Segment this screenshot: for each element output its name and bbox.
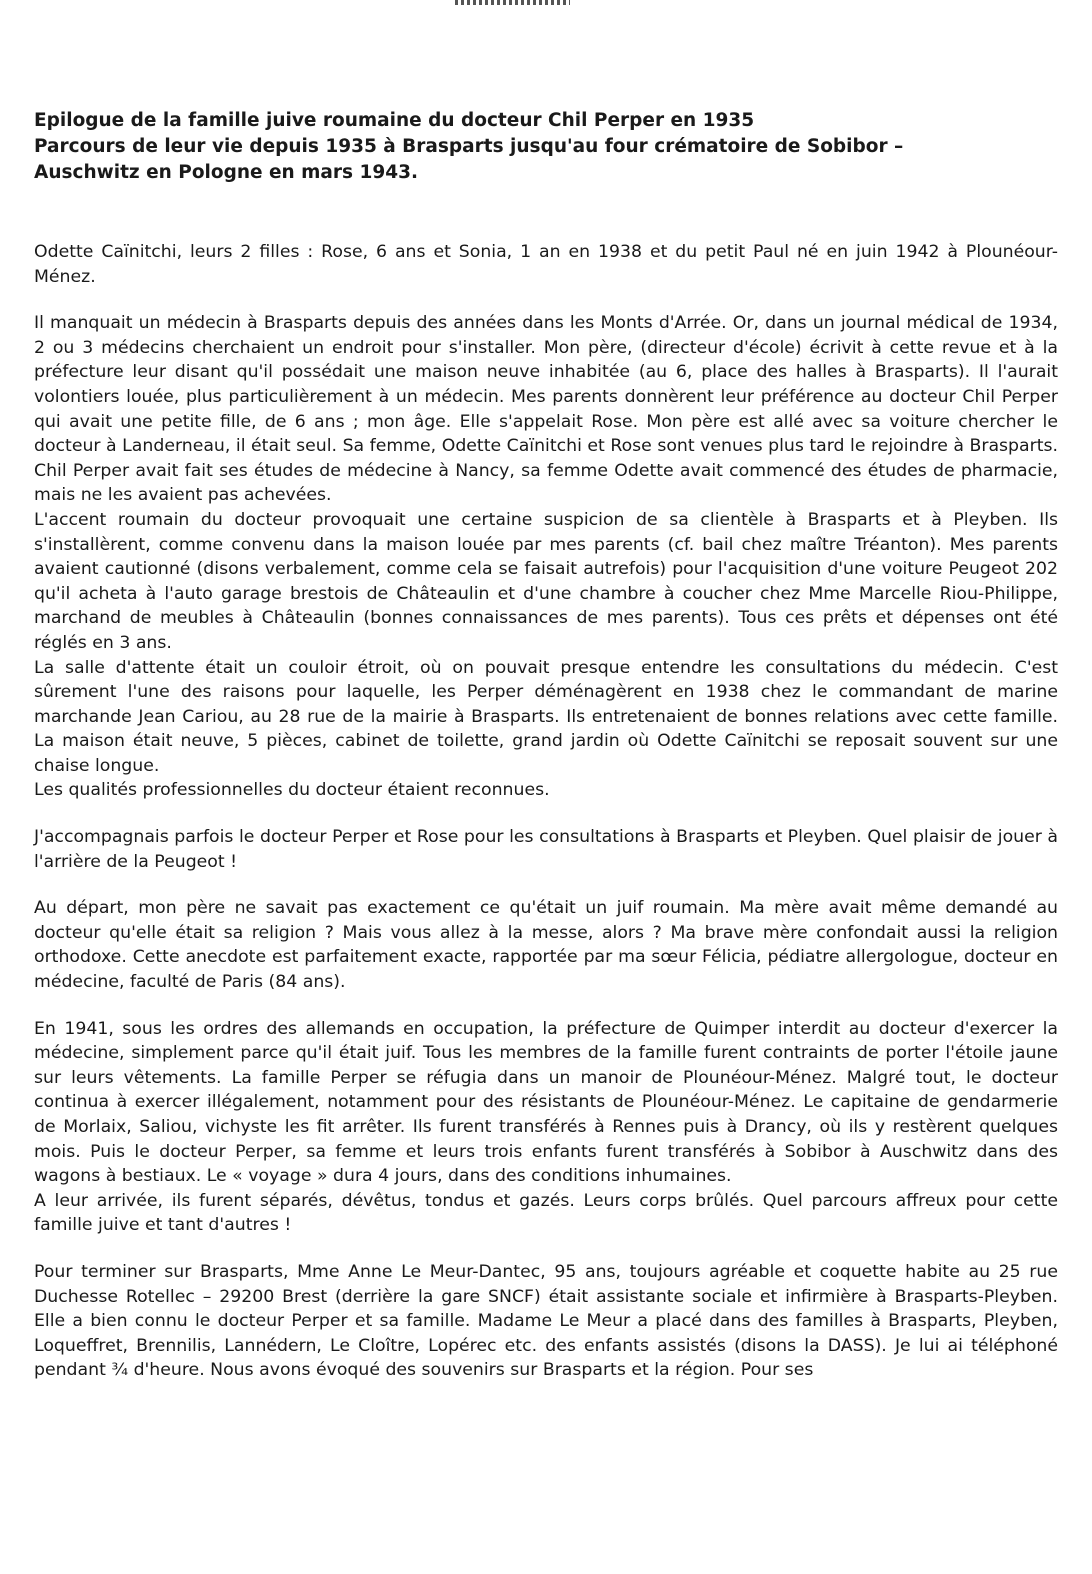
paragraph-consultations: J'accompagnais parfois le docteur Perper et Rose pour les consultations à Brasparts et Pleyben. Quel plaisir de jouer à l'arrière de la Peugeot ! [34,827,1058,872]
paragraph-accent: L'accent roumain du docteur provoquait une certaine suspicion de sa clientèle à Brasparts et à Pleyben. Ils s'installèrent, comme convenu dans la maison louée par mes parents (cf. bail chez maître Tréanton). Mes parents avaient cautionné (disons verbalement, comme cela se faisait autrefois) pour l'acquisition d'une voiture Peugeot 202 qu'il acheta à l'auto garage brestois de Châteaulin et d'une chambre à coucher chez Mme Marcelle Riou-Philippe, marchand de meubles à Châteaulin (bonnes connaissances de mes parents). Tous ces prêts et dépenses ont été réglés en 3 ans. [34,509,1058,653]
paragraph-qualities: Les qualités professionnelles du docteur étaient reconnues. [34,780,550,801]
paragraph-arrival-camp: A leur arrivée, ils furent séparés, dévêtus, tondus et gazés. Leurs corps brûlés. Quel parcours affreux pour cette famille juive et tant d'autres ! [34,1190,1058,1236]
paragraph-arrival: Il manquait un médecin à Brasparts depuis des années dans les Monts d'Arrée. Or, dans un journal médical de 1934, 2 ou 3 médecins cherchaient un endroit pour s'installer. Mon père, (directeur d'école) écrivit à cette revue et à la préfecture leur disant qu'il possédait une maison neuve inhabitée (au 6, place des halles à Brasparts). Il l'aurait volontiers louée, plus particulièrement à un médecin. Mes parents donnèrent leur préférence au docteur Chil Perper qui avait une petite fille, de 6 ans ; mon âge. Elle s'appelait Rose. Mon père est allé avec sa voiture chercher le docteur à Landerneau, il était seul. Sa femme, Odette Caïnitchi et Rose sont venues plus tard le rejoindre à Brasparts. Chil Perper avait fait ses études de médecine à Nancy, sa femme Odette avait commencé des études de pharmacie, mais ne les avaient pas achevées. [34,313,1058,506]
title-line-1: Epilogue de la famille juive roumaine du docteur Chil Perper en 1935 [34,110,755,131]
title-line-3: Auschwitz en Pologne en mars 1943. [34,162,419,183]
paragraph-religion: Au départ, mon père ne savait pas exactement ce qu'était un juif roumain. Ma mère avait même demandé au docteur qu'elle était sa religion ? Mais vous allez à la messe, alors ? Ma brave mère confondait aussi la religion orthodoxe. Cette anecdote est parfaitement exacte, rapportée par ma sœur Félicia, pédiatre allergologue, docteur en médecine, faculté de Paris (84 ans). [34,898,1058,993]
title-line-2: Parcours de leur vie depuis 1935 à Brasparts jusqu'au four crématoire de Sobibor – [34,136,904,157]
paragraph-1941: En 1941, sous les ordres des allemands en occupation, la préfecture de Quimper interdit au docteur d'exercer la médecine, simplement parce qu'il était juif. Tous les membres de la famille furent contraints de porter l'étoile jaune sur leurs vêtements. La famille Perper se réfugia dans un manoir de Plounéour-Ménez. Malgré tout, le docteur continua à exercer illégalement, notamment pour des résistants de Plounéour-Ménez. Le capitaine de gendarmerie de Morlaix, Saliou, vichyste les fit arrêter. Ils furent transférés à Rennes puis à Drancy, où ils y restèrent quelques mois. Puis le docteur Perper, sa femme et leurs trois enfants furent transférés à Sobibor à Auschwitz dans des wagons à bestiaux. Le « voyage » dura 4 jours, dans des conditions inhumaines. [34,1018,1058,1187]
scan-smudge [455,0,570,5]
paragraph-waiting-room: La salle d'attente était un couloir étroit, où on pouvait presque entendre les consultations du médecin. C'est sûrement l'une des raisons pour laquelle, les Perper déménagèrent en 1938 chez le commandant de marine marchande Jean Cariou, au 28 rue de la mairie à Brasparts. Ils entretenaient de bonnes relations avec cette famille. La maison était neuve, 5 pièces, cabinet de toilette, grand jardin où Odette Caïnitchi se reposait souvent sur une chaise longue. [34,657,1058,776]
paragraph-family: Odette Caïnitchi, leurs 2 filles : Rose, 6 ans et Sonia, 1 an en 1938 et du petit Paul né en juin 1942 à Plounéour-Ménez. [34,242,1058,287]
paragraph-conclusion: Pour terminer sur Brasparts, Mme Anne Le Meur-Dantec, 95 ans, toujours agréable et coquette habite au 25 rue Duchesse Rotellec – 29200 Brest (derrière la gare SNCF) était assistante sociale et infirmière à Brasparts-Pleyben. Elle a bien connu le docteur Perper et sa famille. Madame Le Meur a placé dans des familles à Brasparts, Pleyben, Loqueffret, Brennilis, Lannédern, Le Cloître, Lopérec etc. des enfants assistés (disons la DASS). Je lui ai téléphoné pendant ¾ d'heure. Nous avons évoqué des souvenirs sur Brasparts et la région. Pour ses [34,1261,1058,1381]
